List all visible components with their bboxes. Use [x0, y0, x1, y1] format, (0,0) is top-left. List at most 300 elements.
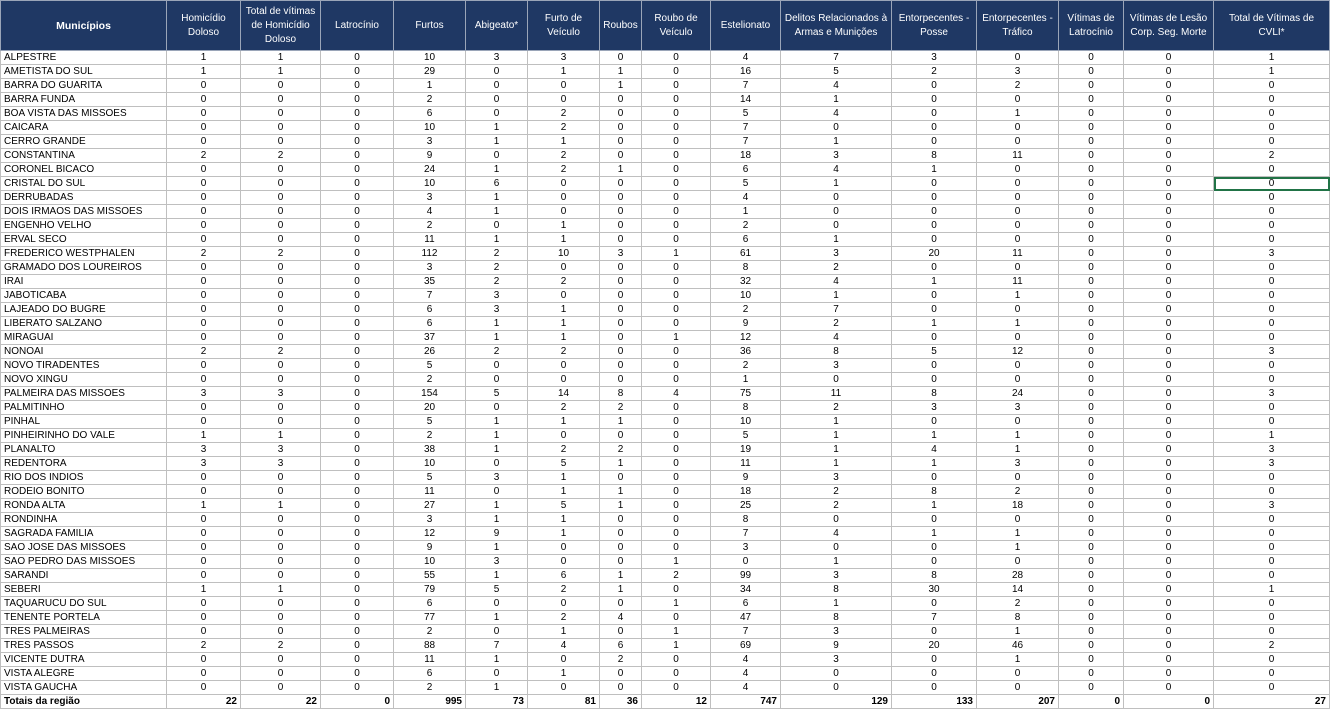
value-cell[interactable]: 0 [1214, 513, 1330, 527]
value-cell[interactable]: 0 [528, 373, 600, 387]
value-cell[interactable]: 0 [167, 303, 241, 317]
value-cell[interactable]: 0 [241, 555, 321, 569]
value-cell[interactable]: 0 [892, 177, 977, 191]
value-cell[interactable]: 0 [241, 597, 321, 611]
value-cell[interactable]: 0 [1124, 513, 1214, 527]
value-cell[interactable]: 10 [394, 51, 466, 65]
value-cell[interactable]: 0 [321, 345, 394, 359]
value-cell[interactable]: 0 [466, 667, 528, 681]
value-cell[interactable]: 3 [1214, 247, 1330, 261]
value-cell[interactable]: 1 [466, 121, 528, 135]
value-cell[interactable]: 0 [642, 51, 711, 65]
value-cell[interactable]: 0 [642, 667, 711, 681]
value-cell[interactable]: 0 [321, 51, 394, 65]
value-cell[interactable]: 1 [781, 415, 892, 429]
value-cell[interactable]: 3 [781, 359, 892, 373]
value-cell[interactable]: 0 [1214, 625, 1330, 639]
value-cell[interactable]: 0 [1124, 303, 1214, 317]
value-cell[interactable]: 0 [977, 177, 1059, 191]
value-cell[interactable]: 28 [977, 569, 1059, 583]
value-cell[interactable]: 0 [528, 79, 600, 93]
value-cell[interactable]: 0 [1059, 303, 1124, 317]
value-cell[interactable]: 0 [241, 625, 321, 639]
value-cell[interactable]: 0 [1124, 121, 1214, 135]
municipality-cell[interactable]: RIO DOS INDIOS [1, 471, 167, 485]
value-cell[interactable]: 9 [711, 317, 781, 331]
value-cell[interactable]: 0 [167, 317, 241, 331]
value-cell[interactable]: 10 [394, 121, 466, 135]
value-cell[interactable]: 0 [977, 471, 1059, 485]
value-cell[interactable]: 6 [711, 163, 781, 177]
value-cell[interactable]: 0 [1214, 681, 1330, 695]
value-cell[interactable]: 0 [167, 625, 241, 639]
value-cell[interactable]: 0 [1059, 527, 1124, 541]
value-cell[interactable]: 5 [394, 359, 466, 373]
value-cell[interactable]: 1 [1214, 65, 1330, 79]
value-cell[interactable]: 0 [321, 569, 394, 583]
municipality-cell[interactable]: RONDA ALTA [1, 499, 167, 513]
value-cell[interactable]: 0 [466, 219, 528, 233]
value-cell[interactable]: 2 [1214, 639, 1330, 653]
value-cell[interactable]: 0 [1059, 359, 1124, 373]
value-cell[interactable]: 3 [892, 51, 977, 65]
value-cell[interactable]: 5 [394, 415, 466, 429]
value-cell[interactable]: 3 [241, 387, 321, 401]
column-header[interactable]: Roubo de Veículo [642, 1, 711, 51]
value-cell[interactable]: 2 [1214, 149, 1330, 163]
value-cell[interactable]: 1 [892, 317, 977, 331]
value-cell[interactable]: 0 [1059, 191, 1124, 205]
value-cell[interactable]: 2 [466, 261, 528, 275]
municipality-cell[interactable]: CRISTAL DO SUL [1, 177, 167, 191]
municipality-cell[interactable]: LIBERATO SALZANO [1, 317, 167, 331]
value-cell[interactable]: 0 [642, 485, 711, 499]
value-cell[interactable]: 88 [394, 639, 466, 653]
value-cell[interactable]: 0 [1214, 597, 1330, 611]
value-cell[interactable]: 1 [167, 429, 241, 443]
value-cell[interactable]: 0 [600, 149, 642, 163]
value-cell[interactable]: 0 [1059, 373, 1124, 387]
value-cell[interactable]: 0 [321, 373, 394, 387]
value-cell[interactable]: 1 [781, 289, 892, 303]
value-cell[interactable]: 2 [600, 443, 642, 457]
municipality-cell[interactable]: TAQUARUCU DO SUL [1, 597, 167, 611]
value-cell[interactable]: 35 [394, 275, 466, 289]
value-cell[interactable]: 3 [167, 387, 241, 401]
value-cell[interactable]: 0 [321, 387, 394, 401]
value-cell[interactable]: 2 [394, 681, 466, 695]
value-cell[interactable]: 1 [241, 583, 321, 597]
value-cell[interactable]: 0 [167, 359, 241, 373]
total-cell[interactable]: 22 [167, 695, 241, 709]
municipality-cell[interactable]: SAO JOSE DAS MISSOES [1, 541, 167, 555]
value-cell[interactable]: 10 [528, 247, 600, 261]
value-cell[interactable]: 0 [642, 191, 711, 205]
value-cell[interactable]: 6 [466, 177, 528, 191]
value-cell[interactable]: 4 [528, 639, 600, 653]
value-cell[interactable]: 1 [892, 429, 977, 443]
municipality-cell[interactable]: RODEIO BONITO [1, 485, 167, 499]
value-cell[interactable]: 0 [977, 121, 1059, 135]
value-cell[interactable]: 0 [1214, 569, 1330, 583]
value-cell[interactable]: 0 [977, 261, 1059, 275]
value-cell[interactable]: 0 [600, 261, 642, 275]
value-cell[interactable]: 12 [394, 527, 466, 541]
value-cell[interactable]: 0 [642, 541, 711, 555]
municipality-cell[interactable]: SAGRADA FAMILIA [1, 527, 167, 541]
value-cell[interactable]: 3 [466, 51, 528, 65]
value-cell[interactable]: 0 [892, 121, 977, 135]
value-cell[interactable]: 0 [642, 345, 711, 359]
value-cell[interactable]: 0 [241, 331, 321, 345]
value-cell[interactable]: 4 [892, 443, 977, 457]
value-cell[interactable]: 0 [1214, 79, 1330, 93]
value-cell[interactable]: 2 [528, 121, 600, 135]
value-cell[interactable]: 0 [892, 597, 977, 611]
value-cell[interactable]: 1 [781, 93, 892, 107]
value-cell[interactable]: 4 [781, 331, 892, 345]
value-cell[interactable]: 2 [528, 401, 600, 415]
value-cell[interactable]: 1 [466, 233, 528, 247]
value-cell[interactable]: 0 [977, 667, 1059, 681]
value-cell[interactable]: 0 [167, 219, 241, 233]
municipality-cell[interactable]: VISTA GAUCHA [1, 681, 167, 695]
value-cell[interactable]: 0 [466, 107, 528, 121]
value-cell[interactable]: 0 [892, 541, 977, 555]
value-cell[interactable]: 7 [711, 625, 781, 639]
value-cell[interactable]: 1 [528, 219, 600, 233]
value-cell[interactable]: 3 [394, 135, 466, 149]
value-cell[interactable]: 3 [977, 65, 1059, 79]
column-header[interactable]: Furtos [394, 1, 466, 51]
value-cell[interactable]: 2 [528, 611, 600, 625]
municipality-cell[interactable]: BOA VISTA DAS MISSOES [1, 107, 167, 121]
value-cell[interactable]: 9 [394, 541, 466, 555]
value-cell[interactable]: 0 [466, 485, 528, 499]
municipality-cell[interactable]: CERRO GRANDE [1, 135, 167, 149]
value-cell[interactable]: 1 [642, 331, 711, 345]
value-cell[interactable]: 0 [1124, 415, 1214, 429]
value-cell[interactable]: 0 [642, 289, 711, 303]
value-cell[interactable]: 1 [241, 51, 321, 65]
value-cell[interactable]: 0 [167, 597, 241, 611]
value-cell[interactable]: 3 [781, 471, 892, 485]
value-cell[interactable]: 0 [167, 681, 241, 695]
value-cell[interactable]: 7 [781, 303, 892, 317]
value-cell[interactable]: 0 [466, 457, 528, 471]
value-cell[interactable]: 0 [321, 597, 394, 611]
value-cell[interactable]: 0 [600, 107, 642, 121]
value-cell[interactable]: 7 [892, 611, 977, 625]
value-cell[interactable]: 1 [600, 163, 642, 177]
value-cell[interactable]: 18 [711, 149, 781, 163]
value-cell[interactable]: 0 [1059, 415, 1124, 429]
value-cell[interactable]: 0 [1059, 499, 1124, 513]
value-cell[interactable]: 0 [892, 653, 977, 667]
total-cell[interactable]: 0 [1124, 695, 1214, 709]
value-cell[interactable]: 2 [394, 625, 466, 639]
value-cell[interactable]: 8 [711, 401, 781, 415]
total-cell[interactable]: 129 [781, 695, 892, 709]
value-cell[interactable]: 0 [1214, 653, 1330, 667]
value-cell[interactable]: 1 [466, 191, 528, 205]
municipality-cell[interactable]: NOVO TIRADENTES [1, 359, 167, 373]
value-cell[interactable]: 3 [1214, 499, 1330, 513]
totals-label[interactable]: Totais da região [1, 695, 167, 709]
value-cell[interactable]: 0 [1124, 107, 1214, 121]
value-cell[interactable]: 0 [600, 51, 642, 65]
value-cell[interactable]: 0 [241, 177, 321, 191]
value-cell[interactable]: 0 [241, 653, 321, 667]
value-cell[interactable]: 1 [466, 317, 528, 331]
value-cell[interactable]: 0 [528, 93, 600, 107]
value-cell[interactable]: 1 [977, 653, 1059, 667]
municipality-cell[interactable]: FREDERICO WESTPHALEN [1, 247, 167, 261]
value-cell[interactable]: 1 [781, 597, 892, 611]
value-cell[interactable]: 7 [466, 639, 528, 653]
value-cell[interactable]: 6 [711, 233, 781, 247]
value-cell[interactable]: 3 [466, 555, 528, 569]
municipality-cell[interactable]: RONDINHA [1, 513, 167, 527]
value-cell[interactable]: 0 [1124, 667, 1214, 681]
value-cell[interactable]: 0 [642, 303, 711, 317]
value-cell[interactable]: 0 [642, 443, 711, 457]
value-cell[interactable]: 0 [528, 205, 600, 219]
value-cell[interactable]: 0 [1059, 513, 1124, 527]
value-cell[interactable]: 16 [711, 65, 781, 79]
value-cell[interactable]: 6 [394, 317, 466, 331]
value-cell[interactable]: 1 [977, 289, 1059, 303]
municipality-cell[interactable]: PALMEIRA DAS MISSOES [1, 387, 167, 401]
value-cell[interactable]: 2 [600, 401, 642, 415]
value-cell[interactable]: 2 [977, 597, 1059, 611]
value-cell[interactable]: 0 [321, 219, 394, 233]
value-cell[interactable]: 0 [321, 205, 394, 219]
value-cell[interactable]: 0 [1124, 527, 1214, 541]
value-cell[interactable]: 1 [977, 527, 1059, 541]
value-cell[interactable]: 6 [528, 569, 600, 583]
value-cell[interactable]: 2 [167, 345, 241, 359]
municipality-cell[interactable]: PINHAL [1, 415, 167, 429]
column-header[interactable]: Total de Vítimas de CVLI* [1214, 1, 1330, 51]
value-cell[interactable]: 0 [977, 51, 1059, 65]
value-cell[interactable]: 0 [1059, 345, 1124, 359]
value-cell[interactable]: 14 [977, 583, 1059, 597]
value-cell[interactable]: 0 [167, 569, 241, 583]
value-cell[interactable]: 0 [1214, 555, 1330, 569]
value-cell[interactable]: 11 [394, 485, 466, 499]
value-cell[interactable]: 0 [321, 667, 394, 681]
value-cell[interactable]: 0 [528, 261, 600, 275]
value-cell[interactable]: 0 [1124, 261, 1214, 275]
value-cell[interactable]: 2 [241, 639, 321, 653]
value-cell[interactable]: 1 [600, 499, 642, 513]
value-cell[interactable]: 1 [466, 499, 528, 513]
value-cell[interactable]: 0 [892, 261, 977, 275]
value-cell[interactable]: 2 [977, 79, 1059, 93]
value-cell[interactable]: 0 [1124, 625, 1214, 639]
value-cell[interactable]: 0 [1059, 93, 1124, 107]
value-cell[interactable]: 0 [167, 513, 241, 527]
value-cell[interactable]: 0 [600, 555, 642, 569]
value-cell[interactable]: 0 [241, 219, 321, 233]
value-cell[interactable]: 0 [977, 219, 1059, 233]
value-cell[interactable]: 1 [466, 135, 528, 149]
value-cell[interactable]: 1 [600, 79, 642, 93]
value-cell[interactable]: 7 [711, 121, 781, 135]
value-cell[interactable]: 0 [528, 597, 600, 611]
value-cell[interactable]: 0 [241, 261, 321, 275]
value-cell[interactable]: 0 [1059, 597, 1124, 611]
value-cell[interactable]: 0 [1059, 317, 1124, 331]
value-cell[interactable]: 0 [1059, 429, 1124, 443]
municipality-cell[interactable]: VISTA ALEGRE [1, 667, 167, 681]
value-cell[interactable]: 1 [394, 79, 466, 93]
value-cell[interactable]: 0 [642, 219, 711, 233]
value-cell[interactable]: 3 [977, 457, 1059, 471]
value-cell[interactable]: 0 [167, 401, 241, 415]
value-cell[interactable]: 0 [167, 653, 241, 667]
municipality-cell[interactable]: GRAMADO DOS LOUREIROS [1, 261, 167, 275]
value-cell[interactable]: 0 [600, 625, 642, 639]
value-cell[interactable]: 0 [642, 653, 711, 667]
value-cell[interactable]: 11 [977, 275, 1059, 289]
value-cell[interactable]: 14 [711, 93, 781, 107]
value-cell[interactable]: 0 [642, 79, 711, 93]
value-cell[interactable]: 10 [394, 177, 466, 191]
value-cell[interactable]: 0 [241, 93, 321, 107]
value-cell[interactable]: 0 [642, 121, 711, 135]
value-cell[interactable]: 24 [394, 163, 466, 177]
total-cell[interactable]: 12 [642, 695, 711, 709]
value-cell[interactable]: 1 [781, 135, 892, 149]
total-cell[interactable]: 27 [1214, 695, 1330, 709]
value-cell[interactable]: 5 [466, 583, 528, 597]
value-cell[interactable]: 0 [241, 135, 321, 149]
value-cell[interactable]: 0 [1124, 681, 1214, 695]
value-cell[interactable]: 77 [394, 611, 466, 625]
value-cell[interactable]: 0 [167, 485, 241, 499]
value-cell[interactable]: 0 [892, 681, 977, 695]
value-cell[interactable]: 0 [321, 233, 394, 247]
value-cell[interactable]: 0 [892, 667, 977, 681]
value-cell[interactable]: 0 [1214, 527, 1330, 541]
value-cell[interactable]: 5 [781, 65, 892, 79]
value-cell[interactable]: 0 [466, 79, 528, 93]
value-cell[interactable]: 2 [711, 303, 781, 317]
value-cell[interactable]: 9 [711, 471, 781, 485]
value-cell[interactable]: 0 [1059, 583, 1124, 597]
value-cell[interactable]: 0 [1214, 303, 1330, 317]
value-cell[interactable]: 1 [642, 555, 711, 569]
value-cell[interactable]: 0 [642, 471, 711, 485]
value-cell[interactable]: 0 [781, 513, 892, 527]
value-cell[interactable]: 0 [1059, 387, 1124, 401]
municipality-cell[interactable]: DERRUBADAS [1, 191, 167, 205]
value-cell[interactable]: 0 [1059, 639, 1124, 653]
value-cell[interactable]: 0 [241, 667, 321, 681]
municipality-cell[interactable]: TENENTE PORTELA [1, 611, 167, 625]
municipality-cell[interactable]: ENGENHO VELHO [1, 219, 167, 233]
value-cell[interactable]: 0 [1214, 205, 1330, 219]
value-cell[interactable]: 0 [241, 317, 321, 331]
value-cell[interactable]: 0 [1059, 569, 1124, 583]
value-cell[interactable]: 0 [1059, 471, 1124, 485]
value-cell[interactable]: 0 [600, 177, 642, 191]
value-cell[interactable]: 0 [600, 513, 642, 527]
value-cell[interactable]: 0 [1124, 345, 1214, 359]
municipality-cell[interactable]: CAICARA [1, 121, 167, 135]
value-cell[interactable]: 1 [528, 527, 600, 541]
value-cell[interactable]: 1 [781, 443, 892, 457]
value-cell[interactable]: 0 [892, 93, 977, 107]
value-cell[interactable]: 0 [167, 667, 241, 681]
value-cell[interactable]: 0 [1214, 163, 1330, 177]
municipality-cell[interactable]: MIRAGUAI [1, 331, 167, 345]
value-cell[interactable]: 1 [642, 625, 711, 639]
value-cell[interactable]: 6 [394, 597, 466, 611]
value-cell[interactable]: 3 [528, 51, 600, 65]
value-cell[interactable]: 0 [892, 191, 977, 205]
value-cell[interactable]: 0 [600, 373, 642, 387]
value-cell[interactable]: 0 [321, 149, 394, 163]
value-cell[interactable]: 3 [977, 401, 1059, 415]
value-cell[interactable]: 3 [892, 401, 977, 415]
value-cell[interactable]: 0 [600, 597, 642, 611]
value-cell[interactable]: 3 [394, 191, 466, 205]
value-cell[interactable]: 0 [1214, 317, 1330, 331]
value-cell[interactable]: 3 [1214, 387, 1330, 401]
value-cell[interactable]: 3 [167, 457, 241, 471]
value-cell[interactable]: 0 [167, 93, 241, 107]
value-cell[interactable]: 0 [167, 289, 241, 303]
value-cell[interactable]: 0 [241, 121, 321, 135]
value-cell[interactable]: 3 [781, 625, 892, 639]
value-cell[interactable]: 79 [394, 583, 466, 597]
value-cell[interactable]: 24 [977, 387, 1059, 401]
value-cell[interactable]: 0 [600, 135, 642, 149]
value-cell[interactable]: 0 [977, 205, 1059, 219]
value-cell[interactable]: 0 [892, 513, 977, 527]
value-cell[interactable]: 2 [781, 261, 892, 275]
value-cell[interactable]: 0 [241, 485, 321, 499]
value-cell[interactable]: 1 [600, 415, 642, 429]
value-cell[interactable]: 0 [167, 331, 241, 345]
value-cell[interactable]: 0 [1124, 569, 1214, 583]
value-cell[interactable]: 0 [241, 163, 321, 177]
value-cell[interactable]: 0 [642, 513, 711, 527]
value-cell[interactable]: 0 [528, 177, 600, 191]
value-cell[interactable]: 1 [642, 597, 711, 611]
value-cell[interactable]: 1 [466, 163, 528, 177]
total-cell[interactable]: 22 [241, 695, 321, 709]
value-cell[interactable]: 0 [528, 359, 600, 373]
value-cell[interactable]: 0 [241, 233, 321, 247]
value-cell[interactable]: 0 [321, 107, 394, 121]
value-cell[interactable]: 112 [394, 247, 466, 261]
value-cell[interactable]: 5 [528, 499, 600, 513]
value-cell[interactable]: 4 [781, 107, 892, 121]
value-cell[interactable]: 0 [600, 681, 642, 695]
value-cell[interactable]: 0 [321, 303, 394, 317]
value-cell[interactable]: 1 [892, 457, 977, 471]
value-cell[interactable]: 9 [781, 639, 892, 653]
value-cell[interactable]: 0 [892, 625, 977, 639]
value-cell[interactable]: 0 [167, 107, 241, 121]
value-cell[interactable]: 0 [1214, 121, 1330, 135]
value-cell[interactable]: 2 [528, 107, 600, 121]
value-cell[interactable]: 9 [466, 527, 528, 541]
